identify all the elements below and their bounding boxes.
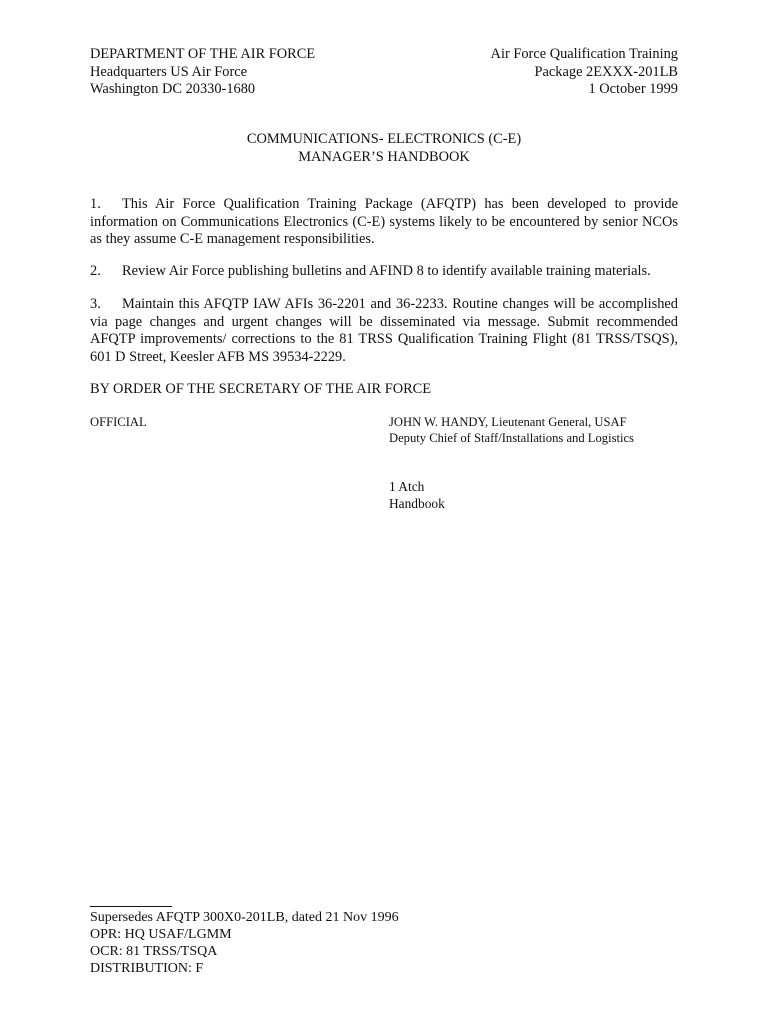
paragraph-number: 3. bbox=[90, 296, 101, 312]
header-program: Air Force Qualification Training bbox=[490, 46, 678, 62]
signatory-name: JOHN W. HANDY, Lieutenant General, USAF bbox=[389, 415, 627, 429]
signatory-title: Deputy Chief of Staff/Installations and Logistics bbox=[389, 431, 634, 445]
footer-distribution: DISTRIBUTION: F bbox=[90, 961, 204, 976]
attachment-name: Handbook bbox=[389, 496, 445, 511]
footer-opr: OPR: HQ USAF/LGMM bbox=[90, 927, 232, 942]
paragraph-2 bbox=[90, 263, 678, 281]
paragraph-3 bbox=[90, 296, 678, 366]
paragraph-number: 1. bbox=[90, 196, 101, 212]
header-date: 1 October 1999 bbox=[588, 81, 678, 97]
document-title-line1: COMMUNICATIONS- ELECTRONICS (C-E) bbox=[246, 131, 522, 147]
header-address: Washington DC 20330-1680 bbox=[90, 81, 256, 97]
paragraph-text: Maintain this AFQTP IAW AFIs 36-2201 and 36-2233. Routine changes will be accomplished via page changes and urgent changes will be disseminated via message. Submit recommended AFQTP improvements/ corrections to the 81 TRSS Qualification Training Flight (81 TRSS/TSQS), 601 D Street, Keesler AFB MS 39534-2229. bbox=[90, 296, 678, 365]
header-headquarters: Headquarters US Air Force bbox=[90, 64, 248, 80]
header-package: Package 2EXXX-201LB bbox=[534, 64, 678, 80]
official-label: OFFICIAL bbox=[90, 415, 147, 429]
by-order-line: BY ORDER OF THE SECRETARY OF THE AIR FORCE bbox=[90, 381, 432, 397]
footer-rule bbox=[90, 906, 172, 907]
paragraph-text: This Air Force Qualification Training Package (AFQTP) has been developed to provide information on Communications Electronics (C-E) systems likely to be encountered by senior NCOs as they assume C-E management responsibilities. bbox=[90, 196, 678, 248]
attachment-count: 1 Atch bbox=[389, 479, 425, 494]
header-department: DEPARTMENT OF THE AIR FORCE bbox=[90, 46, 316, 62]
footer-supersedes: Supersedes AFQTP 300X0-201LB, dated 21 Nov 1996 bbox=[90, 910, 399, 925]
document-title-line2: MANAGER’S HANDBOOK bbox=[298, 149, 470, 165]
paragraph-1 bbox=[90, 196, 678, 249]
footer-ocr: OCR: 81 TRSS/TSQA bbox=[90, 944, 218, 959]
paragraph-number: 2. bbox=[90, 263, 101, 279]
paragraph-text: Review Air Force publishing bulletins and AFIND 8 to identify available training materials. bbox=[122, 263, 651, 279]
